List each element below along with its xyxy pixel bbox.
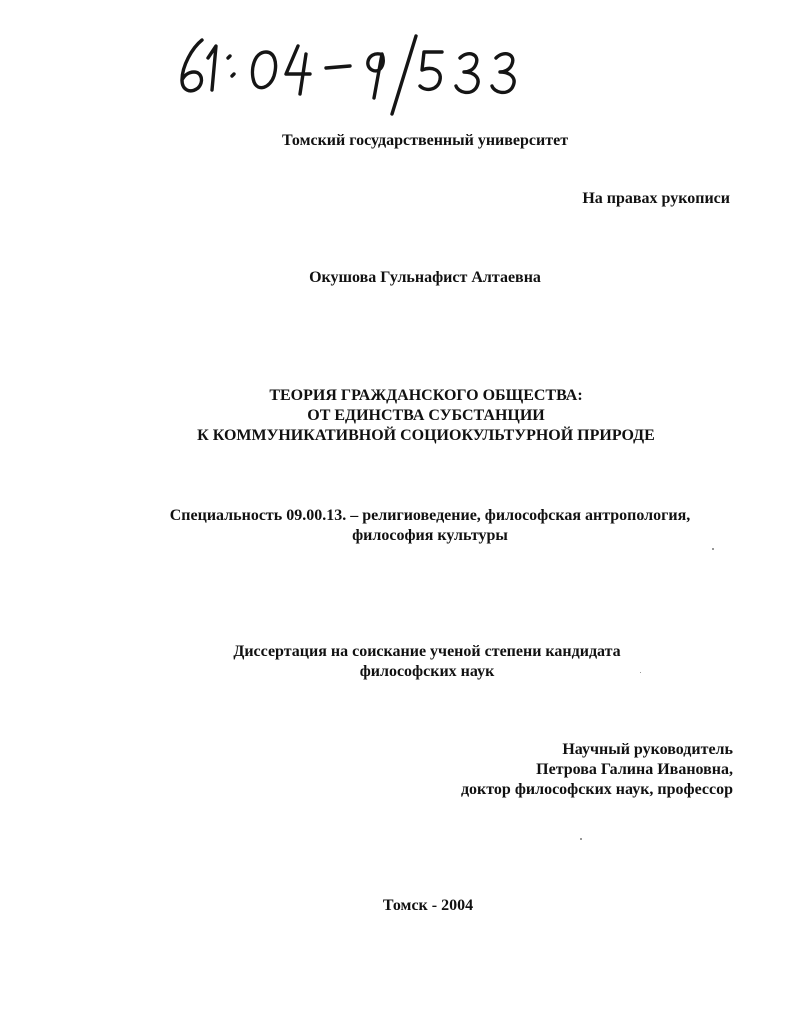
dissertation-title — [0, 386, 799, 446]
author-name: Окушова Гульнафист Алтаевна — [309, 269, 541, 286]
title-line: ТЕОРИЯ ГРАЖДАНСКОГО ОБЩЕСТВА: — [269, 387, 583, 404]
specialty-line: философия культуры — [352, 527, 508, 544]
supervisor-credentials: доктор философских наук, профессор — [460, 781, 733, 798]
scan-speck — [580, 838, 582, 840]
manuscript-rights-note: На правах рукописи — [582, 190, 730, 207]
city-year: Томск - 2004 — [382, 897, 474, 914]
supervisor-block — [360, 740, 733, 800]
supervisor-label: Научный руководитель — [562, 741, 733, 758]
scan-speck — [640, 672, 641, 673]
supervisor-name: Петрова Галина Ивановна, — [536, 761, 733, 778]
university-name: Томский государственный университет — [281, 132, 569, 149]
title-line: К КОММУНИКАТИВНОЙ СОЦИОКУЛЬТУРНОЙ ПРИРОДЕ — [197, 427, 655, 444]
specialty-line: Специальность 09.00.13. – религиоведение, философская антропология, — [169, 507, 691, 524]
handwritten-archive-code — [170, 18, 530, 118]
specialty — [0, 506, 799, 546]
handwritten-code-drawing — [170, 18, 530, 118]
scan-speck — [712, 548, 714, 550]
degree-line: философских наук — [359, 663, 495, 680]
degree-line: Диссертация на соискание ученой степени кандидата — [233, 643, 621, 660]
title-line: ОТ ЕДИНСТВА СУБСТАНЦИИ — [307, 407, 545, 424]
degree-statement — [0, 642, 799, 682]
